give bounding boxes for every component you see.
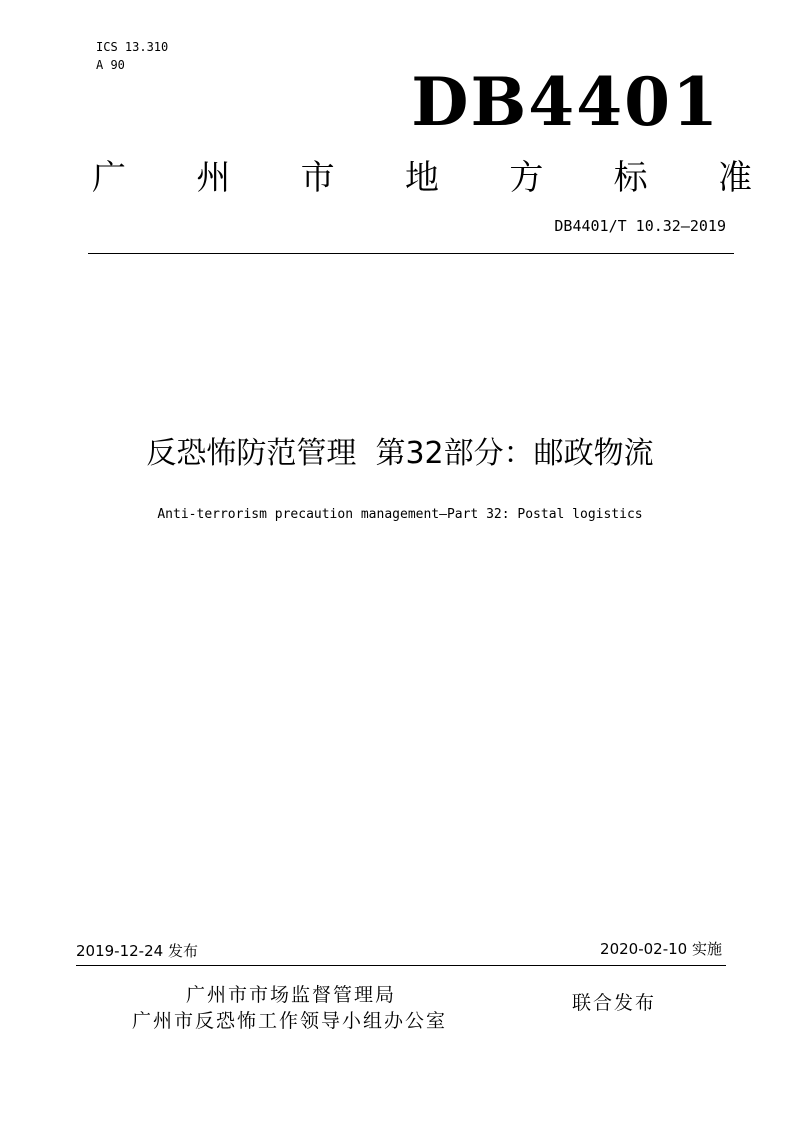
document-title-chinese: 反恐怖防范管理 第32部分：邮政物流 <box>146 436 654 471</box>
standard-type-char: 准 <box>717 158 752 198</box>
document-title-english: Anti-terrorism precaution management—Part 32: Postal logistics <box>157 507 643 522</box>
standard-type-char: 广 <box>92 158 126 198</box>
joint-publish-label: 联合发布 <box>572 992 657 1014</box>
implementation-date: 2020-02-10 实施 <box>600 940 722 958</box>
standard-type-char: 州 <box>196 158 231 198</box>
standard-type-char: 地 <box>404 158 439 198</box>
ccs-code: A 90 <box>96 58 125 72</box>
publish-date: 2019-12-24 发布 <box>76 942 198 960</box>
issuer-market-regulation: 广州市市场监督管理局 <box>186 984 397 1006</box>
issuer-counter-terrorism-office: 广州市反恐怖工作领导小组办公室 <box>132 1010 448 1032</box>
standard-type-char: 方 <box>509 158 544 198</box>
bottom-divider <box>76 965 726 966</box>
standard-number: DB4401/T 10.32—2019 <box>554 217 726 235</box>
standard-code-mark: DB4401 <box>411 63 720 141</box>
standard-type-char: 市 <box>300 158 335 198</box>
standard-type-heading <box>92 156 752 200</box>
ics-code: ICS 13.310 <box>96 40 169 54</box>
standard-type-char: 标 <box>613 158 648 198</box>
top-divider <box>88 253 734 254</box>
